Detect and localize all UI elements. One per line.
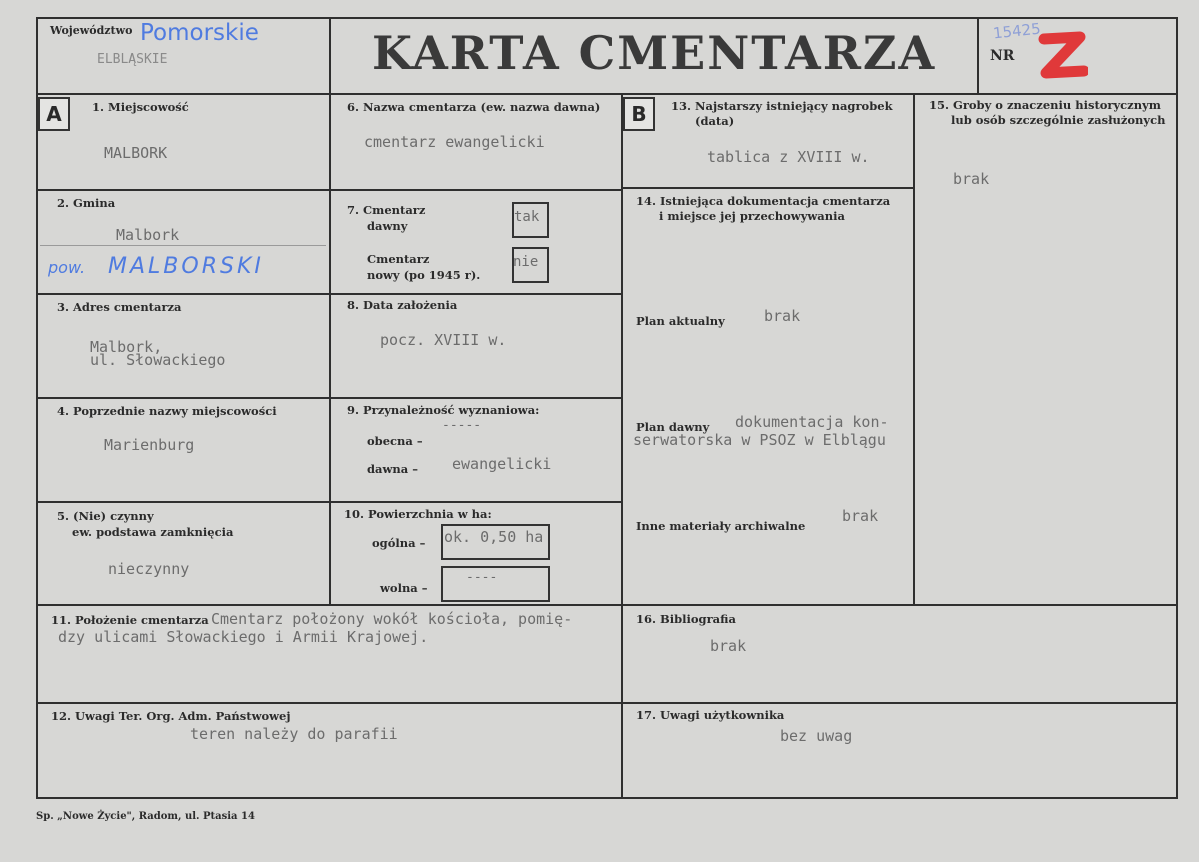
field-11-line2: dzy ulicami Słowackiego i Armii Krajowej. — [58, 628, 429, 646]
field-10-free-label: wolna – — [380, 581, 428, 595]
field-10-total-value: ok. 0,50 ha — [444, 528, 544, 546]
old-cemetery-value: tak — [514, 209, 540, 225]
field-13-sublabel: (data) — [695, 114, 735, 128]
field-15-sublabel: lub osób szczególnie zasłużonych — [951, 113, 1166, 127]
rule — [36, 293, 622, 295]
printer-footer: Sp. „Nowe Życie", Radom, ul. Ptasia 14 — [36, 811, 255, 822]
field-17-label: 17. Uwagi użytkownika — [636, 708, 785, 722]
field-4-value: Marienburg — [104, 436, 195, 454]
field-9-former-value: ewangelicki — [452, 455, 552, 473]
field-2-label: 2. Gmina — [57, 196, 116, 210]
field-16-label: 16. Bibliografia — [636, 612, 736, 626]
field-13-value: tablica z XVIII w. — [707, 148, 870, 166]
new-cemetery-sublabel: nowy (po 1945 r). — [367, 268, 481, 282]
nr-mark-z — [1038, 29, 1088, 81]
field-9-current-value: ----- — [442, 418, 482, 433]
field-16-value: brak — [710, 637, 747, 655]
rule — [36, 797, 1178, 799]
field-10-label: 10. Powierzchnia w ha: — [344, 507, 492, 521]
field-5-label: 5. (Nie) czynny — [57, 509, 154, 523]
field-2-hand-prefix: pow. — [48, 258, 86, 277]
field-3-label: 3. Adres cmentarza — [57, 300, 182, 314]
voivodeship-typed: ELBLĄSKIE — [97, 52, 168, 67]
rule — [36, 17, 1178, 19]
field-5-sublabel: ew. podstawa zamknięcia — [72, 525, 234, 539]
rule — [36, 604, 1178, 606]
field-15-value: brak — [953, 170, 990, 188]
field-9-current-label: obecna – — [367, 434, 423, 448]
field-10-total-label: ogólna – — [372, 536, 426, 550]
field-9-label: 9. Przynależność wyznaniowa: — [347, 403, 540, 417]
field-6-label: 6. Nazwa cmentarza (ew. nazwa dawna) — [347, 100, 601, 114]
plan-old-line1: dokumentacja kon- — [735, 413, 889, 431]
other-materials-label: Inne materiały archiwalne — [636, 519, 806, 533]
field-6-value: cmentarz ewangelicki — [364, 133, 545, 151]
rule — [36, 189, 622, 191]
field-11-label: 11. Położenie cmentarza — [51, 613, 209, 627]
field-7-label: 7. Cmentarz — [347, 203, 426, 217]
plan-current-label: Plan aktualny — [636, 314, 725, 328]
field-8-label: 8. Data założenia — [347, 298, 458, 312]
plan-old-label: Plan dawny — [636, 420, 710, 434]
rule — [913, 93, 915, 605]
field-10-free-value: ---- — [466, 570, 498, 585]
rule — [36, 501, 622, 503]
field-1-label: 1. Miejscowość — [92, 100, 189, 114]
field-8-value: pocz. XVIII w. — [380, 331, 507, 349]
rule-thin — [40, 245, 326, 246]
field-14-sublabel: i miejsce jej przechowywania — [659, 209, 845, 223]
field-11-line1: Cmentarz położony wokół kościoła, pomię- — [211, 610, 573, 628]
new-cemetery-value: nie — [513, 254, 539, 270]
field-12-value: teren należy do parafii — [190, 725, 398, 743]
rule — [1176, 17, 1178, 799]
voivodeship-label: Województwo — [50, 24, 133, 37]
field-2-value: Malbork — [116, 226, 180, 244]
nr-label: NR — [990, 48, 1015, 64]
rule — [36, 702, 1178, 704]
field-14-label: 14. Istniejąca dokumentacja cmentarza — [636, 194, 891, 208]
field-12-label: 12. Uwagi Ter. Org. Adm. Państwowej — [51, 709, 291, 723]
field-3-line1: Malbork, — [90, 338, 163, 356]
field-5-value: nieczynny — [108, 560, 190, 578]
rule — [329, 93, 331, 605]
nr-handwritten: 15425 — [992, 19, 1042, 43]
rule — [329, 17, 331, 94]
field-7-sublabel: dawny — [367, 219, 408, 233]
plan-old-line2: serwatorska w PSOZ w Elblągu — [633, 431, 886, 449]
rule — [36, 17, 38, 799]
field-13-label: 13. Najstarszy istniejący nagrobek — [671, 99, 893, 113]
other-materials-value: brak — [842, 507, 879, 525]
voivodeship-handwritten: Pomorskie — [140, 20, 259, 46]
field-1-value: MALBORK — [104, 144, 168, 162]
rule — [36, 93, 1178, 95]
section-b-badge: B — [623, 97, 655, 131]
rule — [36, 397, 622, 399]
field-17-value: bez uwag — [780, 727, 853, 745]
rule — [621, 187, 914, 189]
section-a-badge: A — [38, 97, 70, 131]
rule — [977, 17, 979, 94]
page-title: KARTA CMENTARZA — [372, 26, 937, 80]
field-3-line2: ul. Słowackiego — [90, 351, 226, 369]
field-15-label: 15. Groby o znaczeniu historycznym — [929, 98, 1161, 112]
field-4-label: 4. Poprzednie nazwy miejscowości — [57, 404, 277, 418]
new-cemetery-label: Cmentarz — [367, 252, 430, 266]
rule — [621, 93, 623, 799]
field-2-hand-value: MALBORSKI — [108, 254, 264, 279]
field-9-former-label: dawna – — [367, 462, 418, 476]
plan-current-value: brak — [764, 307, 801, 325]
